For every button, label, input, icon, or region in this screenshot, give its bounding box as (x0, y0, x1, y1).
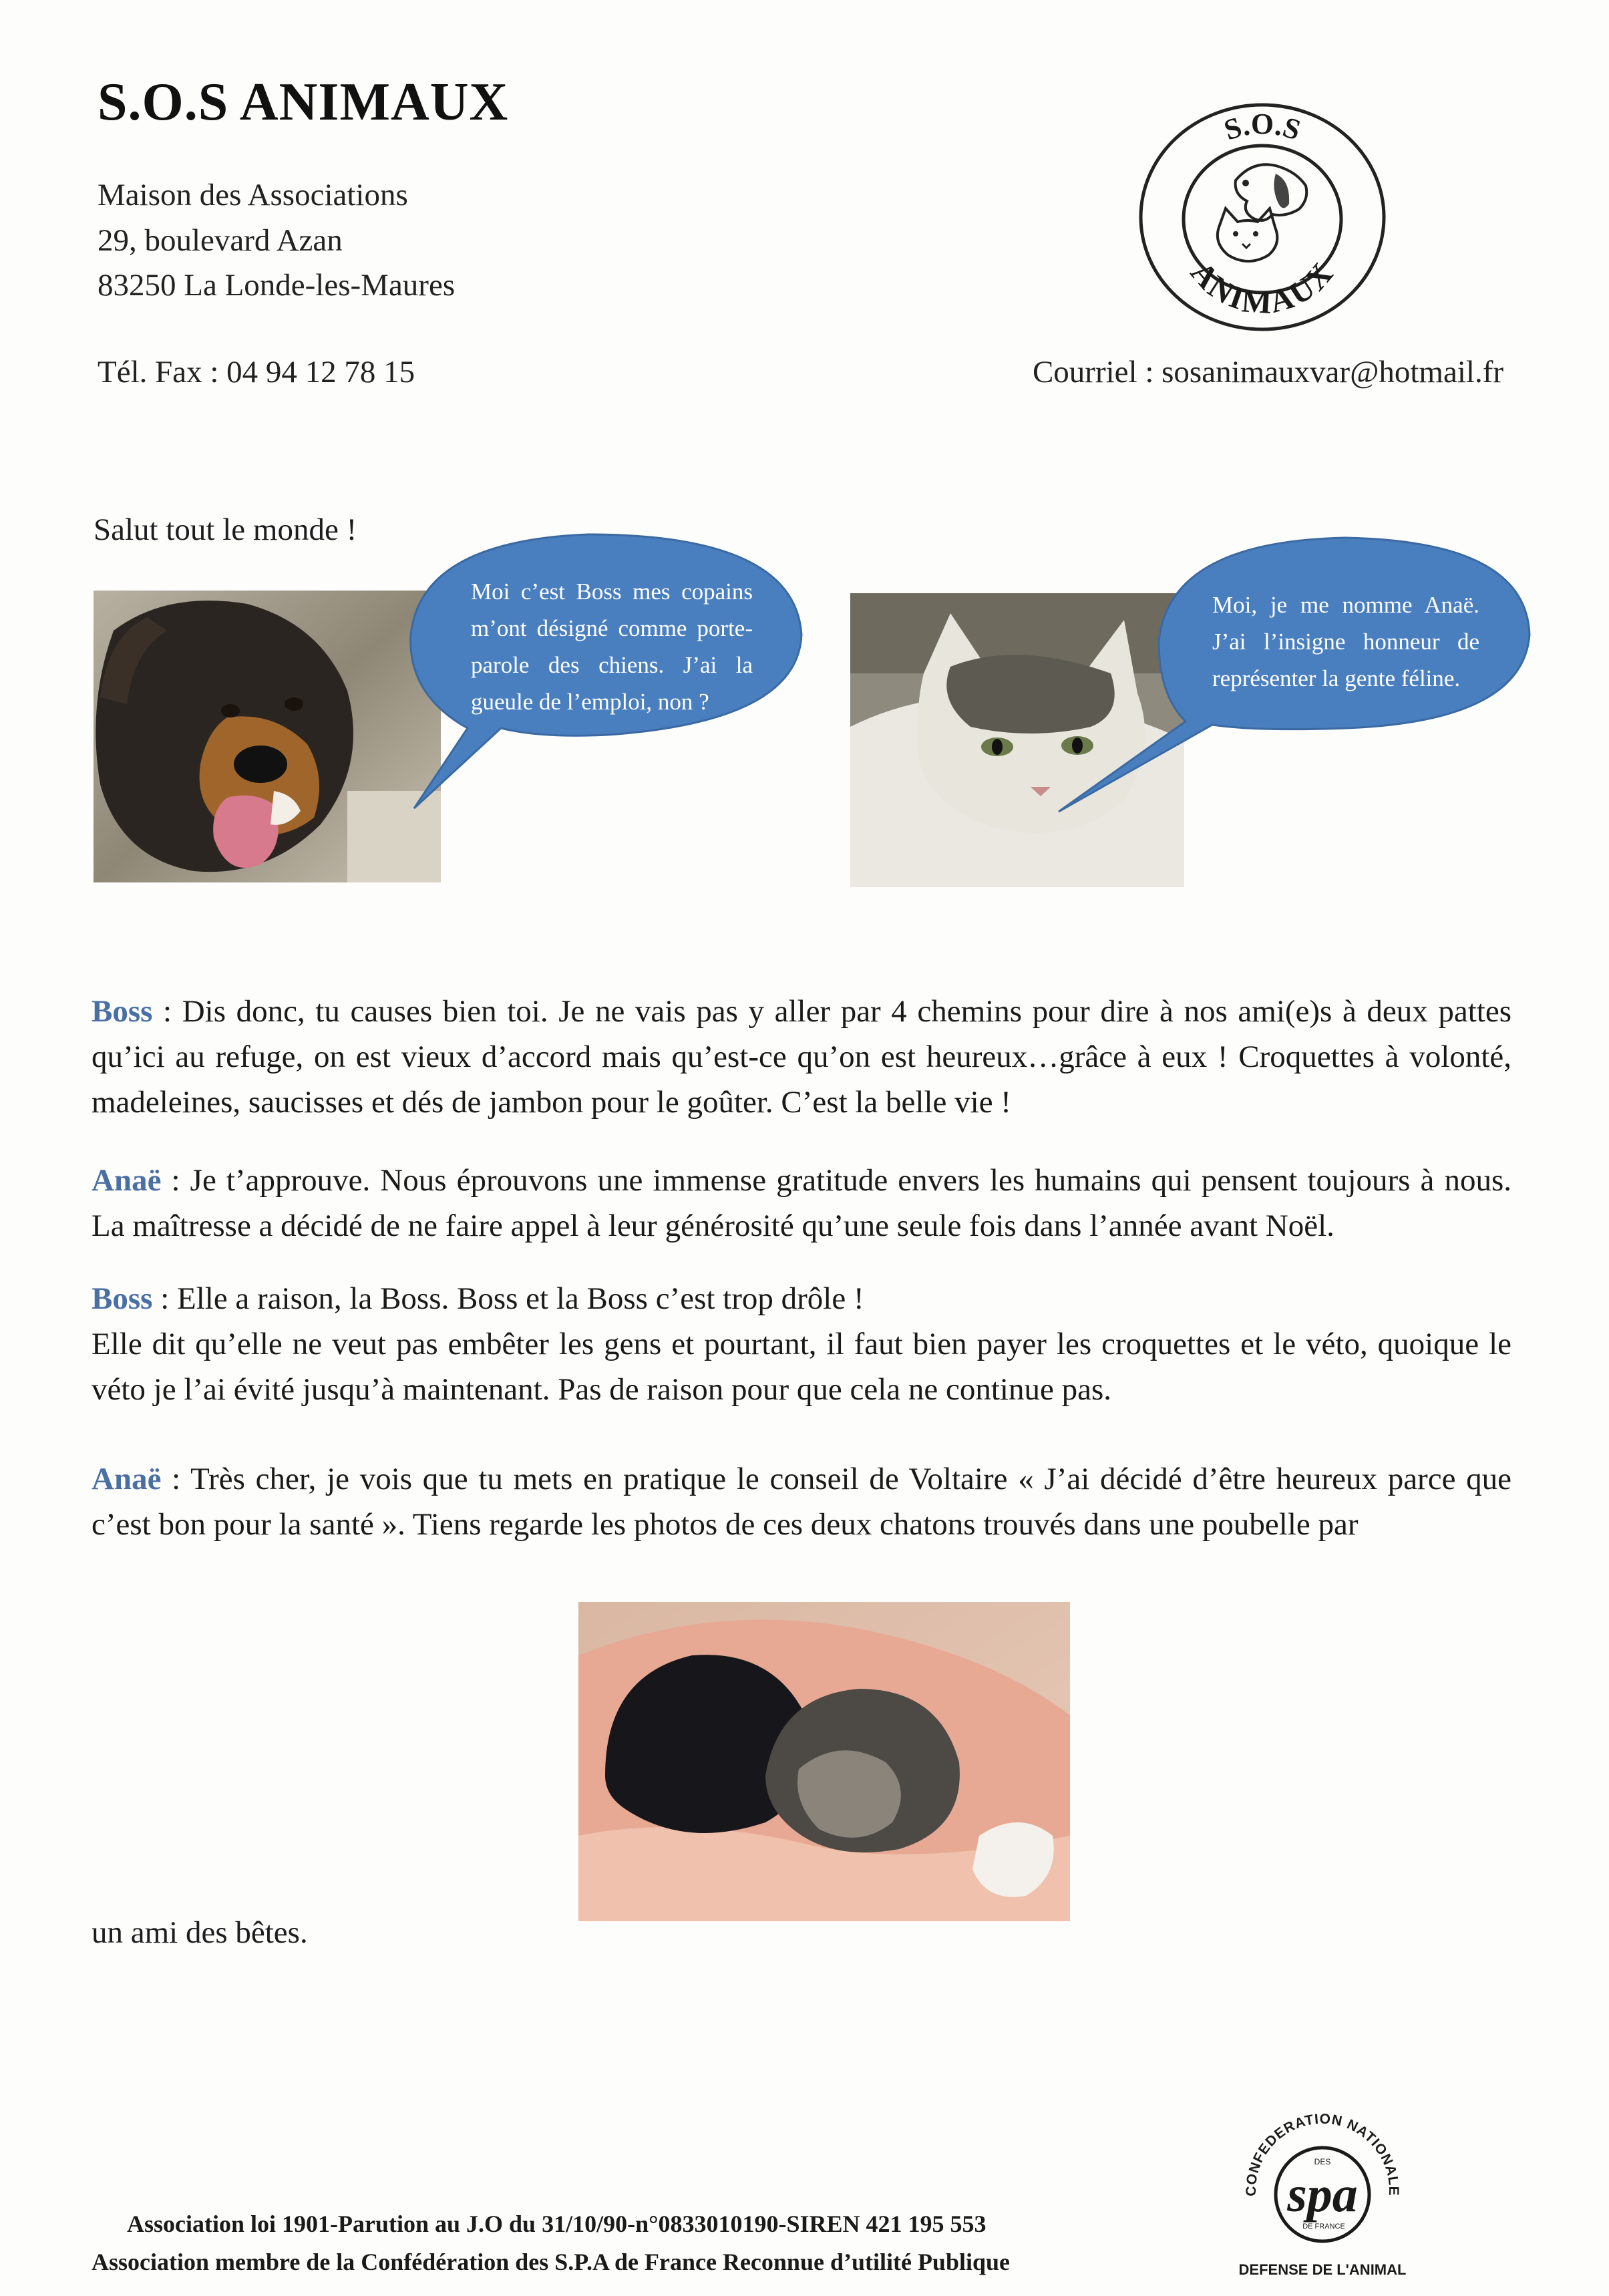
dog-speech-bubble (354, 528, 808, 835)
ending-text: un ami des bêtes. (92, 1915, 308, 1950)
address-line-1: Maison des Associations (98, 178, 408, 212)
dialogue-paragraph-1 (92, 989, 1511, 1125)
spa-caption: DEFENSE DE L'ANIMAL (1238, 2261, 1407, 2278)
dog-bubble-text: Moi c’est Boss mes copains m’ont désigné comme porte-parole des chiens. J’ai la gueule de l’emploi, non ? (471, 579, 753, 715)
sos-animaux-logo (1135, 100, 1389, 334)
svg-text:S.O.S: S.O.S (1220, 108, 1305, 147)
organization-name: S.O.S ANIMAUX (98, 73, 509, 132)
svg-text:ANIMAUX: ANIMAUX (1184, 255, 1341, 321)
dialogue-text: : Elle a raison, la Boss. Boss et la Boss c’est trop drôle ! (152, 1281, 864, 1316)
speaker-anae: Anaë (92, 1163, 162, 1198)
spa-logo (1222, 2098, 1423, 2291)
cat-speech-bubble (1045, 528, 1533, 815)
kittens-photo (578, 1602, 1070, 1921)
address-line-2: 29, boulevard Azan (98, 223, 343, 258)
svg-text:DE FRANCE: DE FRANCE (1302, 2223, 1345, 2231)
dialogue-text: : Dis donc, tu causes bien toi. Je ne vais pas y aller par 4 chemins pour dire à nos ami(e)s à deux pattes qu’ici au refuge, on est vieux d’accord mais qu’est-ce qu’on est heureux…grâce à eux ! Croquettes à volonté, madeleines, saucisses et dés de jambon pour le goûter. C’est la belle vie ! (92, 994, 1511, 1120)
address-line-3: 83250 La Londe-les-Maures (98, 268, 456, 303)
dialogue-paragraph-2 (92, 1158, 1511, 1249)
speaker-boss: Boss (92, 994, 153, 1029)
phone-fax: Tél. Fax : 04 94 12 78 15 (98, 355, 415, 389)
speaker-anae: Anaë (92, 1462, 162, 1496)
cat-bubble-text: Moi, je me nomme Anaë. J’ai l’insigne honneur de représenter la gente féline. (1212, 592, 1479, 691)
dialogue-paragraph-3 (92, 1276, 1511, 1412)
dialogue-text: : Très cher, je vois que tu mets en pratique le conseil de Voltaire « J’ai décidé d’être heureux parce que c’est bon pour la santé ». Tiens regarde les photos de ces deux chatons trouvés dans une poubelle par (92, 1462, 1511, 1542)
dialogue-paragraph-4 (92, 1456, 1511, 1547)
greeting-text: Salut tout le monde ! (94, 512, 357, 547)
dialogue-continuation: Elle dit qu’elle ne veut pas embêter les gens et pourtant, il faut bien payer les croquettes et le véto, quoique le véto je l’ai évité jusqu’à maintenant. Pas de raison pour que cela ne continue pas. (92, 1327, 1511, 1407)
svg-text:spa: spa (1287, 2166, 1358, 2223)
speaker-boss: Boss (92, 1281, 153, 1316)
svg-text:DES: DES (1314, 2157, 1331, 2166)
email-address: Courriel : sosanimauxvar@hotmail.fr (1032, 355, 1503, 389)
svg-text:CONFEDERATION NATIONALE: CONFEDERATION NATIONALE (1243, 2111, 1402, 2196)
dialogue-text: : Je t’approuve. Nous éprouvons une immense gratitude envers les humains qui pensent toujours à nous. La maîtresse a décidé de ne faire appel à leur générosité qu’une seule fois dans l’année avant Noël. (92, 1163, 1511, 1243)
footer-line-1: Association loi 1901-Parution au J.O du 31/10/90-n°0833010190-SIREN 421 195 553 (127, 2210, 987, 2237)
footer-line-2: Association membre de la Confédération des S.P.A de France Reconnue d’utilité Publique (92, 2249, 1010, 2275)
